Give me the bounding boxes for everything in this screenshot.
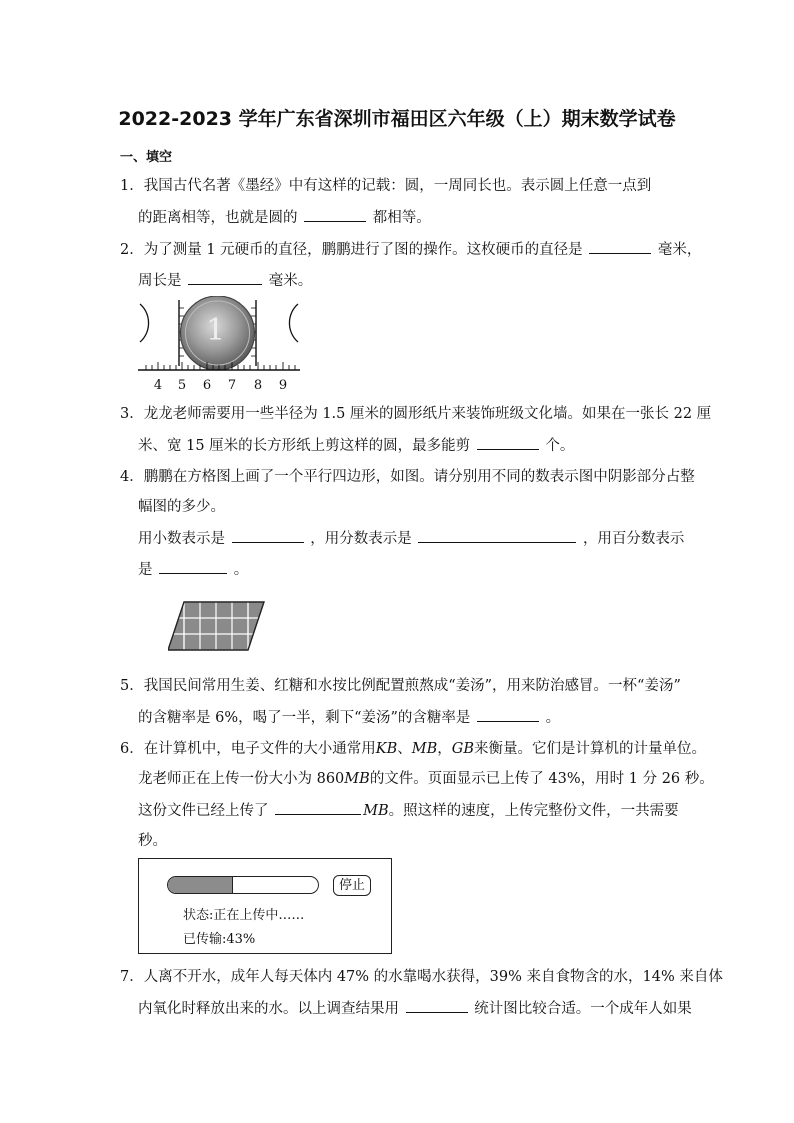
upload-dialog: [138, 858, 392, 954]
right-arc: [289, 304, 298, 342]
q1-line1: 1．我国古代名著《墨经》中有这样的记载：圆，一周同长也。表示圆上任意一点到: [120, 178, 652, 194]
q2-line1: [120, 239, 701, 260]
q2-text-d: 毫米。: [268, 273, 313, 289]
q4-line1: 4．鹏鹏在方格图上画了一个平行四边形，如图。请分别用不同的数表示图中阴影部分占整: [120, 469, 695, 485]
q6-sep2: ，: [437, 741, 452, 757]
q4-percent-blank[interactable]: [159, 559, 227, 574]
upload-progress-bar: [167, 876, 319, 894]
q5-answer-blank[interactable]: [477, 707, 539, 722]
q7-text-a: 内氧化时释放出来的水。以上调查结果用: [138, 1001, 399, 1017]
q6-line1: [120, 739, 706, 759]
ruler-label-6: 6: [202, 378, 212, 393]
q3-text-b: 个。: [545, 438, 575, 454]
q1-line2: [138, 207, 431, 228]
q4-text-e: 。: [233, 562, 249, 578]
coin-numeral: 1: [206, 313, 226, 348]
q2-line2: [138, 270, 312, 291]
unit-mb-3: MB: [363, 803, 389, 819]
q2-text-b: 毫米，: [657, 242, 702, 258]
q4-text-d: 是: [138, 562, 153, 578]
q3-answer-blank[interactable]: [477, 435, 539, 450]
q6-line2: [138, 769, 714, 789]
section-heading: 一、填空: [120, 150, 173, 165]
ruler-label-7: 7: [227, 378, 237, 393]
unit-kb: KB: [375, 741, 398, 757]
upload-transferred-text: 已传输:43%: [183, 932, 256, 947]
left-arc: [140, 304, 149, 342]
q7-line2: [138, 998, 692, 1019]
q4-fraction-blank[interactable]: [418, 528, 576, 543]
q3-line2: [138, 435, 574, 456]
q5-line1: 5．我国民间常用生姜、红糖和水按比例配置煎熬成“姜汤”，用来防治感冒。一杯“姜汤”: [120, 678, 681, 694]
ruler-label-4: 4: [153, 378, 163, 393]
upload-status-text: 状态:正在上传中……: [183, 908, 305, 923]
q6-text-f: 。照这样的速度，上传完整份文件，一共需要: [388, 803, 679, 819]
stop-button[interactable]: 停止: [333, 875, 371, 896]
upload-progress-fill: [168, 877, 233, 893]
q7-answer-blank[interactable]: [406, 998, 468, 1013]
q3-text-a: 米、宽 15 厘米的长方形纸上剪这样的圆，最多能剪: [138, 438, 471, 454]
q7-line1: 7．人离不开水，成年人每天体内 47% 的水靠喝水获得，39% 来自食物含的水，14% 来自体: [120, 969, 723, 985]
q4-text-b: ，用分数表示是: [310, 531, 412, 547]
q7-text-b: 统计图比较合适。一个成年人如果: [474, 1001, 692, 1017]
parallelogram-grid-figure: [168, 600, 266, 652]
q6-text-b: 来衡量。它们是计算机的计量单位。: [474, 741, 706, 757]
q1-answer-blank[interactable]: [304, 207, 366, 222]
q5-text-b: 。: [545, 710, 561, 726]
q4-line4: [138, 559, 248, 580]
q4-line2: 幅图的多少。: [138, 499, 225, 515]
unit-mb: MB: [411, 741, 438, 757]
ruler-label-5: 5: [177, 378, 187, 393]
q2-text-c: 周长是: [138, 273, 182, 289]
q6-line3: [138, 800, 679, 821]
unit-mb-2: MB: [344, 771, 370, 787]
q6-text-e: 这份文件已经上传了: [138, 803, 269, 819]
ruler-label-8: 8: [253, 378, 263, 393]
q2-diameter-blank[interactable]: [589, 239, 651, 254]
q5-text-a: 的含糖率是 6%，喝了一半，剩下“姜汤”的含糖率是: [138, 710, 471, 726]
q4-line3: [138, 528, 684, 549]
q5-line2: [138, 707, 560, 728]
q6-text-a: 6．在计算机中，电子文件的大小通常用: [120, 741, 376, 757]
ruler-label-9: 9: [278, 378, 288, 393]
q6-uploaded-blank[interactable]: [275, 800, 361, 815]
q6-text-c: 龙老师正在上传一份大小为 860: [138, 771, 345, 787]
q2-circumference-blank[interactable]: [188, 270, 262, 285]
q6-sep1: 、: [397, 741, 412, 757]
q4-decimal-blank[interactable]: [232, 528, 304, 543]
q3-line1: 3．龙龙老师需要用一些半径为 1.5 厘米的圆形纸片来装饰班级文化墙。如果在一张长 22 厘: [120, 406, 712, 422]
unit-gb: GB: [451, 741, 474, 757]
q1-text-a: 的距离相等，也就是圆的: [138, 210, 298, 226]
q6-text-d: 的文件。页面显示已上传了 43%，用时 1 分 26 秒。: [369, 771, 714, 787]
q4-text-c: ，用百分数表示: [582, 531, 685, 547]
q4-text-a: 用小数表示是: [138, 531, 225, 547]
q2-text-a: 2．为了测量 1 元硬币的直径，鹏鹏进行了图的操作。这枚硬币的直径是: [120, 242, 583, 258]
page-title: 2022-2023 学年广东省深圳市福田区六年级（上）期末数学试卷: [118, 108, 676, 130]
coin-ruler-figure: [134, 296, 304, 394]
q1-text-b: 都相等。: [372, 210, 431, 226]
q6-line4: 秒。: [138, 833, 167, 849]
